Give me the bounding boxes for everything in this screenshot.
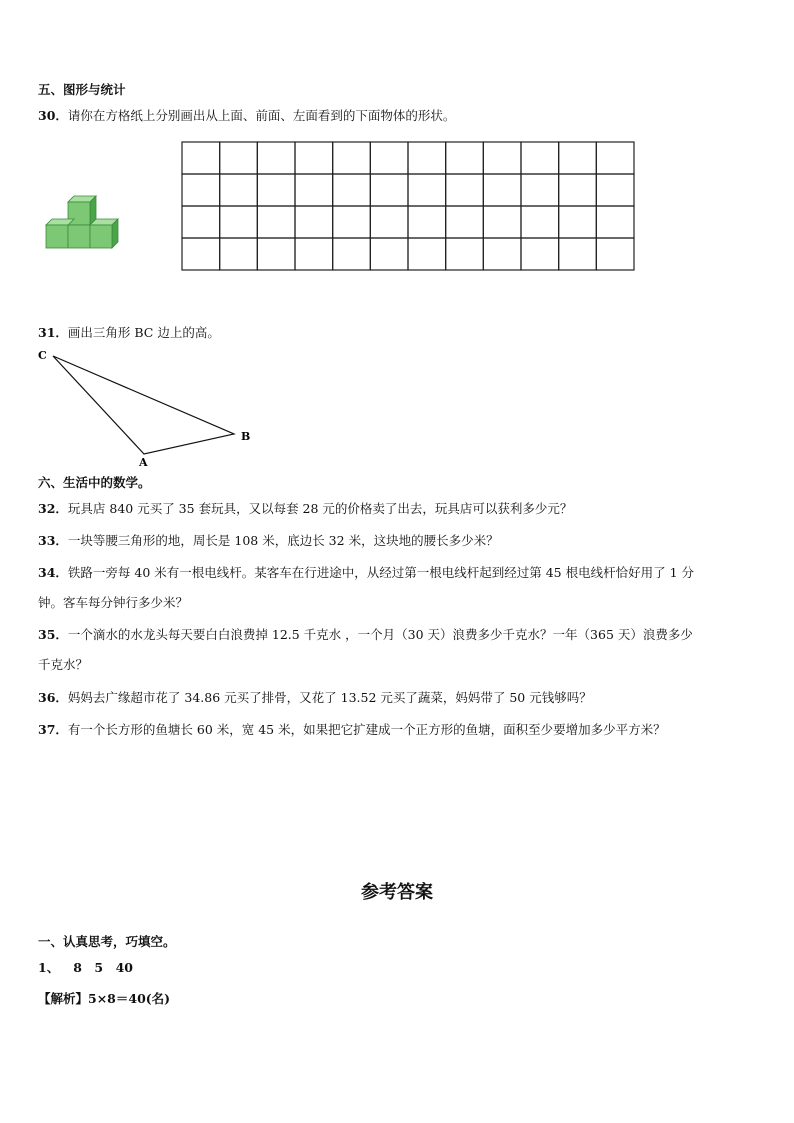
grid-cell[interactable]	[559, 142, 597, 174]
question-number: 34．	[38, 565, 68, 580]
answer-grid[interactable]	[181, 141, 635, 271]
question-text: 铁路一旁每 40 米有一根电线杆。某客车在行进途中，从经过第一根电线杆起到经过第 45 根电线杆恰好用了 1 分	[67, 565, 695, 580]
grid-cell[interactable]	[521, 174, 559, 206]
grid-cell[interactable]	[408, 142, 446, 174]
question-36	[38, 688, 592, 706]
question-number: 31．	[38, 325, 68, 340]
grid-cell[interactable]	[257, 142, 295, 174]
grid-cell[interactable]	[596, 142, 634, 174]
vertex-label-c: C	[38, 349, 47, 362]
answer-key-heading: 参考答案	[361, 882, 433, 903]
answer-1	[38, 958, 133, 976]
question-number: 32．	[38, 501, 68, 516]
grid-cell[interactable]	[483, 142, 521, 174]
section-five-title: 五、图形与统计	[38, 82, 126, 97]
question-number: 35．	[38, 627, 68, 642]
question-text: 画出三角形 BC 边上的高。	[67, 325, 220, 340]
grid-cell[interactable]	[220, 174, 258, 206]
grid-cell[interactable]	[333, 206, 371, 238]
grid-cell[interactable]	[295, 206, 333, 238]
grid-cell[interactable]	[596, 174, 634, 206]
grid-cell[interactable]	[483, 206, 521, 238]
grid-cell[interactable]	[559, 206, 597, 238]
grid-cell[interactable]	[408, 174, 446, 206]
question-text: 玩具店 840 元买了 35 套玩具，又以每套 28 元的价格卖了出去，玩具店可以获利多少元？	[67, 501, 573, 516]
question-32	[38, 499, 572, 517]
grid-cell[interactable]	[596, 238, 634, 270]
vertex-label-a: A	[139, 456, 148, 469]
grid-cell[interactable]	[370, 206, 408, 238]
grid-cell[interactable]	[483, 238, 521, 270]
question-text: 妈妈去广缘超市花了 34.86 元买了排骨，又花了 13.52 元买了蔬菜，妈妈带了 50 元钱够吗？	[67, 690, 592, 705]
grid-cell[interactable]	[446, 174, 484, 206]
question-30	[38, 106, 455, 124]
question-35	[38, 625, 693, 643]
question-text: 请你在方格纸上分别画出从上面、前面、左面看到的下面物体的形状。	[67, 108, 456, 123]
cube-bottom-right	[90, 219, 118, 248]
grid-cell[interactable]	[220, 142, 258, 174]
grid-cell[interactable]	[446, 142, 484, 174]
section-six-title: 六、生活中的数学。	[38, 475, 151, 490]
grid-cell[interactable]	[220, 206, 258, 238]
grid-cell[interactable]	[333, 142, 371, 174]
grid-cell[interactable]	[521, 238, 559, 270]
question-number: 30．	[38, 108, 68, 123]
triangle-abc	[53, 356, 234, 454]
grid-cell[interactable]	[596, 206, 634, 238]
grid-cell[interactable]	[559, 238, 597, 270]
grid-cell[interactable]	[521, 142, 559, 174]
grid-cell[interactable]	[333, 238, 371, 270]
cube-bottom-middle	[68, 225, 90, 248]
question-35-continued: 千克水？	[38, 657, 89, 672]
grid-cell[interactable]	[220, 238, 258, 270]
question-number: 33．	[38, 533, 68, 548]
question-34-continued: 钟。客车每分钟行多少米？	[38, 595, 189, 610]
question-number: 36．	[38, 690, 68, 705]
answer-number: 1、	[38, 960, 60, 975]
triangle-figure	[36, 346, 266, 470]
grid-cell[interactable]	[408, 206, 446, 238]
question-text: 一块等腰三角形的地，周长是 108 米，底边长 32 米，这块地的腰长多少米？	[67, 533, 499, 548]
grid-cell[interactable]	[446, 238, 484, 270]
vertex-label-b: B	[241, 430, 251, 443]
grid-cell[interactable]	[333, 174, 371, 206]
grid-cell[interactable]	[295, 174, 333, 206]
grid-cell[interactable]	[257, 238, 295, 270]
grid-cell[interactable]	[483, 174, 521, 206]
grid-cell[interactable]	[182, 142, 220, 174]
grid-cell[interactable]	[257, 174, 295, 206]
cube-stack-figure	[42, 192, 126, 252]
grid-cell[interactable]	[295, 142, 333, 174]
question-text: 一个滴水的水龙头每天要白白浪费掉 12.5 千克水 ，一个月（30 天）浪费多少千克水？一年（365 天）浪费多少	[67, 627, 693, 642]
grid-cell[interactable]	[295, 238, 333, 270]
grid-cell[interactable]	[182, 238, 220, 270]
grid-cell[interactable]	[559, 174, 597, 206]
answer-section-one-title: 一、认真思考，巧填空。	[38, 934, 176, 949]
question-text: 有一个长方形的鱼塘长 60 米，宽 45 米，如果把它扩建成一个正方形的鱼塘，面积至少要增加多少平方米？	[67, 722, 666, 737]
answer-values: 8 5 40	[73, 960, 133, 975]
question-31	[38, 323, 220, 341]
question-33	[38, 531, 499, 549]
grid-cell[interactable]	[370, 174, 408, 206]
grid-cell[interactable]	[446, 206, 484, 238]
question-37	[38, 720, 666, 738]
grid-cell[interactable]	[370, 238, 408, 270]
answer-1-analysis: 【解析】5×8＝40(名)	[38, 991, 171, 1006]
grid-cell[interactable]	[182, 174, 220, 206]
grid-cell[interactable]	[408, 238, 446, 270]
grid-cell[interactable]	[257, 206, 295, 238]
grid-cell[interactable]	[370, 142, 408, 174]
question-34	[38, 563, 694, 581]
grid-cell[interactable]	[182, 206, 220, 238]
grid-cell[interactable]	[521, 206, 559, 238]
question-number: 37．	[38, 722, 68, 737]
